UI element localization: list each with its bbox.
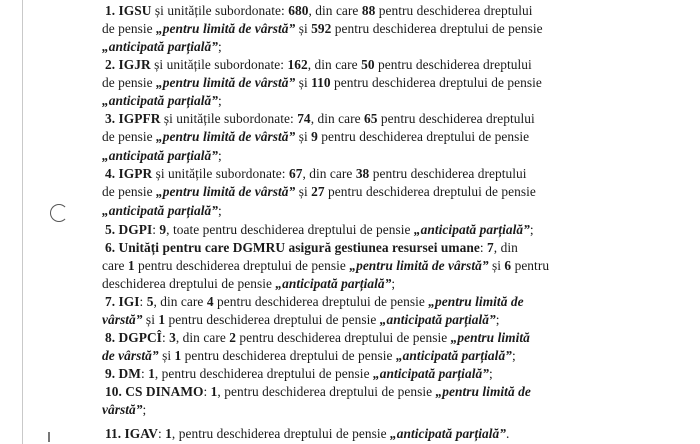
emphasized-text: vârstă”: [102, 312, 143, 327]
emphasized-text: IGPR: [118, 166, 153, 181]
body-text: :: [479, 240, 488, 255]
emphasized-text: „anticipată parțială”: [102, 93, 218, 108]
item-number: 3.: [105, 111, 119, 126]
emphasized-text: 38: [355, 166, 370, 181]
body-text: :: [152, 222, 160, 237]
body-text: :: [161, 330, 170, 345]
body-text: :: [140, 366, 149, 381]
list-item: [105, 384, 531, 400]
emphasized-text: „anticipată parțială”: [379, 312, 496, 327]
list-item-continuation: [102, 148, 222, 164]
body-text: , din care: [308, 3, 362, 18]
list-item-continuation: [102, 258, 549, 274]
body-text: ;: [511, 348, 516, 363]
body-text: pentru deschiderea dreptului: [375, 3, 533, 18]
scan-hole-mark-icon: [50, 204, 68, 222]
emphasized-text: IGAV: [124, 426, 158, 441]
emphasized-text: „anticipată parțială”: [390, 426, 506, 441]
list-item-continuation: [102, 129, 529, 145]
emphasized-text: 67: [288, 166, 303, 181]
item-number: 11.: [105, 426, 125, 441]
body-text: deschiderea dreptului de pensie: [102, 276, 276, 291]
body-text: ;: [218, 148, 222, 163]
body-text: și: [295, 75, 312, 90]
body-text: , din care: [307, 57, 362, 72]
body-text: și unitățile subordonate:: [151, 3, 289, 18]
emphasized-text: 9: [311, 129, 318, 144]
body-text: , din care: [310, 111, 365, 126]
body-text: de pensie: [102, 129, 157, 144]
body-text: , din care: [175, 330, 230, 345]
emphasized-text: IGPFR: [118, 111, 161, 126]
list-item: [105, 294, 524, 310]
emphasized-text: „anticipată parțială”: [372, 366, 489, 381]
body-text: ;: [391, 276, 396, 291]
body-text: , toate pentru deschiderea dreptului de pensie: [166, 222, 414, 237]
body-text: ;: [142, 402, 147, 417]
emphasized-text: „anticipată parțială”: [395, 348, 512, 363]
body-text: pentru deschiderea dreptului de pensie: [181, 348, 396, 363]
body-text: și: [158, 348, 175, 363]
body-text: ;: [218, 203, 222, 218]
emphasized-text: 592: [311, 21, 332, 36]
body-text: și: [295, 184, 312, 199]
emphasized-text: „pentru limită: [450, 330, 530, 345]
list-item: [105, 166, 527, 182]
emphasized-text: vârstă”: [102, 402, 143, 417]
emphasized-text: 7: [487, 240, 494, 255]
emphasized-text: Unități pentru care DGMRU asigură gestiunea resursei umane: [118, 240, 480, 255]
body-text: :: [203, 384, 211, 399]
emphasized-text: „anticipată parțială”: [413, 222, 530, 237]
emphasized-text: „pentru limită de vârstă”: [156, 21, 296, 36]
emphasized-text: 3: [169, 330, 176, 345]
emphasized-text: „anticipată parțială”: [102, 148, 218, 163]
list-item: [105, 3, 533, 19]
body-text: și unitățile subordonate:: [160, 111, 298, 126]
body-text: și: [295, 21, 312, 36]
body-text: pentru deschiderea dreptului: [369, 166, 527, 181]
emphasized-text: IGJR: [118, 57, 151, 72]
list-item-continuation: [102, 184, 536, 200]
body-text: , pentru deschiderea dreptului de pensie: [171, 426, 390, 441]
body-text: și: [142, 312, 159, 327]
emphasized-text: 1: [210, 384, 218, 399]
emphasized-text: CS DINAMO: [125, 384, 204, 399]
emphasized-text: „anticipată parțială”: [102, 39, 218, 54]
body-text: și unitățile subordonate:: [150, 57, 288, 72]
body-text: , din: [493, 240, 518, 255]
body-text: și: [295, 129, 312, 144]
body-text: , pentru deschiderea dreptului de pensie: [154, 366, 373, 381]
emphasized-text: IGI: [118, 294, 140, 309]
body-text: pentru deschiderea dreptului de pensie: [213, 294, 429, 309]
list-item-continuation: [102, 203, 222, 219]
body-text: pentru: [511, 258, 550, 273]
list-item-continuation: [102, 348, 516, 364]
emphasized-text: DM: [118, 366, 141, 381]
body-text: de pensie: [102, 75, 157, 90]
emphasized-text: IGSU: [118, 3, 152, 18]
emphasized-text: 74: [297, 111, 311, 126]
body-text: și unitățile subordonate:: [152, 166, 289, 181]
emphasized-text: „pentru limită de vârstă”: [156, 184, 296, 199]
scan-tick-mark: [48, 432, 50, 442]
emphasized-text: „pentru limită de vârstă”: [156, 129, 296, 144]
body-text: pentru deschiderea dreptului de pensie: [134, 258, 350, 273]
emphasized-text: „pentru limită de vârstă”: [349, 258, 489, 273]
list-item: [105, 111, 535, 127]
emphasized-text: DGPCÎ: [118, 330, 162, 345]
item-number: 4.: [105, 166, 119, 181]
body-text: pentru deschiderea dreptului: [374, 57, 532, 72]
body-text: care: [102, 258, 128, 273]
list-item-continuation: [102, 93, 222, 109]
body-text: ;: [495, 312, 500, 327]
list-item: [105, 57, 532, 73]
scan-margin-line: [22, 0, 23, 444]
emphasized-text: 6: [504, 258, 512, 273]
list-item-continuation: [102, 312, 500, 328]
emphasized-text: 1: [158, 312, 166, 327]
emphasized-text: 1: [148, 366, 155, 381]
emphasized-text: „anticipată parțială”: [275, 276, 392, 291]
body-text: de pensie: [102, 21, 157, 36]
item-number: 10.: [105, 384, 126, 399]
list-item-continuation: [102, 276, 395, 292]
body-text: , din care: [302, 166, 356, 181]
list-item-continuation: [102, 75, 542, 91]
body-text: ;: [529, 222, 534, 237]
item-number: 5.: [105, 222, 119, 237]
list-item: [105, 330, 530, 346]
list-item: [105, 426, 509, 442]
list-item: [105, 222, 534, 238]
emphasized-text: 1: [165, 426, 172, 441]
item-number: 7.: [105, 294, 119, 309]
emphasized-text: „anticipată parțială”: [102, 203, 218, 218]
emphasized-text: 1: [174, 348, 182, 363]
list-item: [105, 240, 518, 256]
emphasized-text: 680: [288, 3, 309, 18]
body-text: de pensie: [102, 184, 157, 199]
emphasized-text: 5: [146, 294, 154, 309]
list-item-continuation: [102, 402, 146, 418]
emphasized-text: „pentru limită de: [435, 384, 531, 399]
body-text: pentru deschiderea dreptului de pensie: [317, 129, 530, 144]
emphasized-text: 9: [159, 222, 167, 237]
body-text: pentru deschiderea dreptului de pensie: [330, 75, 542, 90]
body-text: și: [488, 258, 505, 273]
body-text: , pentru deschiderea dreptului de pensie: [217, 384, 436, 399]
emphasized-text: 65: [364, 111, 378, 126]
item-number: 8.: [105, 330, 119, 345]
emphasized-text: „pentru limită de: [428, 294, 524, 309]
emphasized-text: 162: [287, 57, 308, 72]
body-text: ;: [488, 366, 493, 381]
emphasized-text: 110: [311, 75, 331, 90]
emphasized-text: DGPI: [118, 222, 153, 237]
body-text: pentru deschiderea dreptului de pensie: [165, 312, 380, 327]
item-number: 6.: [105, 240, 119, 255]
emphasized-text: 88: [361, 3, 376, 18]
body-text: ;: [218, 93, 222, 108]
body-text: pentru deschiderea dreptului de pensie: [235, 330, 451, 345]
body-text: :: [139, 294, 147, 309]
emphasized-text: 2: [229, 330, 236, 345]
body-text: , din care: [153, 294, 207, 309]
body-text: ;: [218, 39, 222, 54]
item-number: 9.: [105, 366, 119, 381]
emphasized-text: 50: [361, 57, 375, 72]
body-text: pentru deschiderea dreptului de pensie: [331, 21, 543, 36]
list-item: [105, 366, 493, 382]
body-text: pentru deschiderea dreptului de pensie: [324, 184, 536, 199]
item-number: 2.: [105, 57, 119, 72]
body-text: pentru deschiderea dreptului: [377, 111, 535, 126]
body-text: .: [506, 426, 510, 441]
list-item-continuation: [102, 39, 222, 55]
emphasized-text: 27: [311, 184, 325, 199]
emphasized-text: 4: [206, 294, 214, 309]
body-text: :: [158, 426, 166, 441]
emphasized-text: de vârstă”: [102, 348, 159, 363]
emphasized-text: „pentru limită de vârstă”: [156, 75, 296, 90]
item-number: 1.: [105, 3, 119, 18]
list-item-continuation: [102, 21, 543, 37]
emphasized-text: 1: [127, 258, 135, 273]
